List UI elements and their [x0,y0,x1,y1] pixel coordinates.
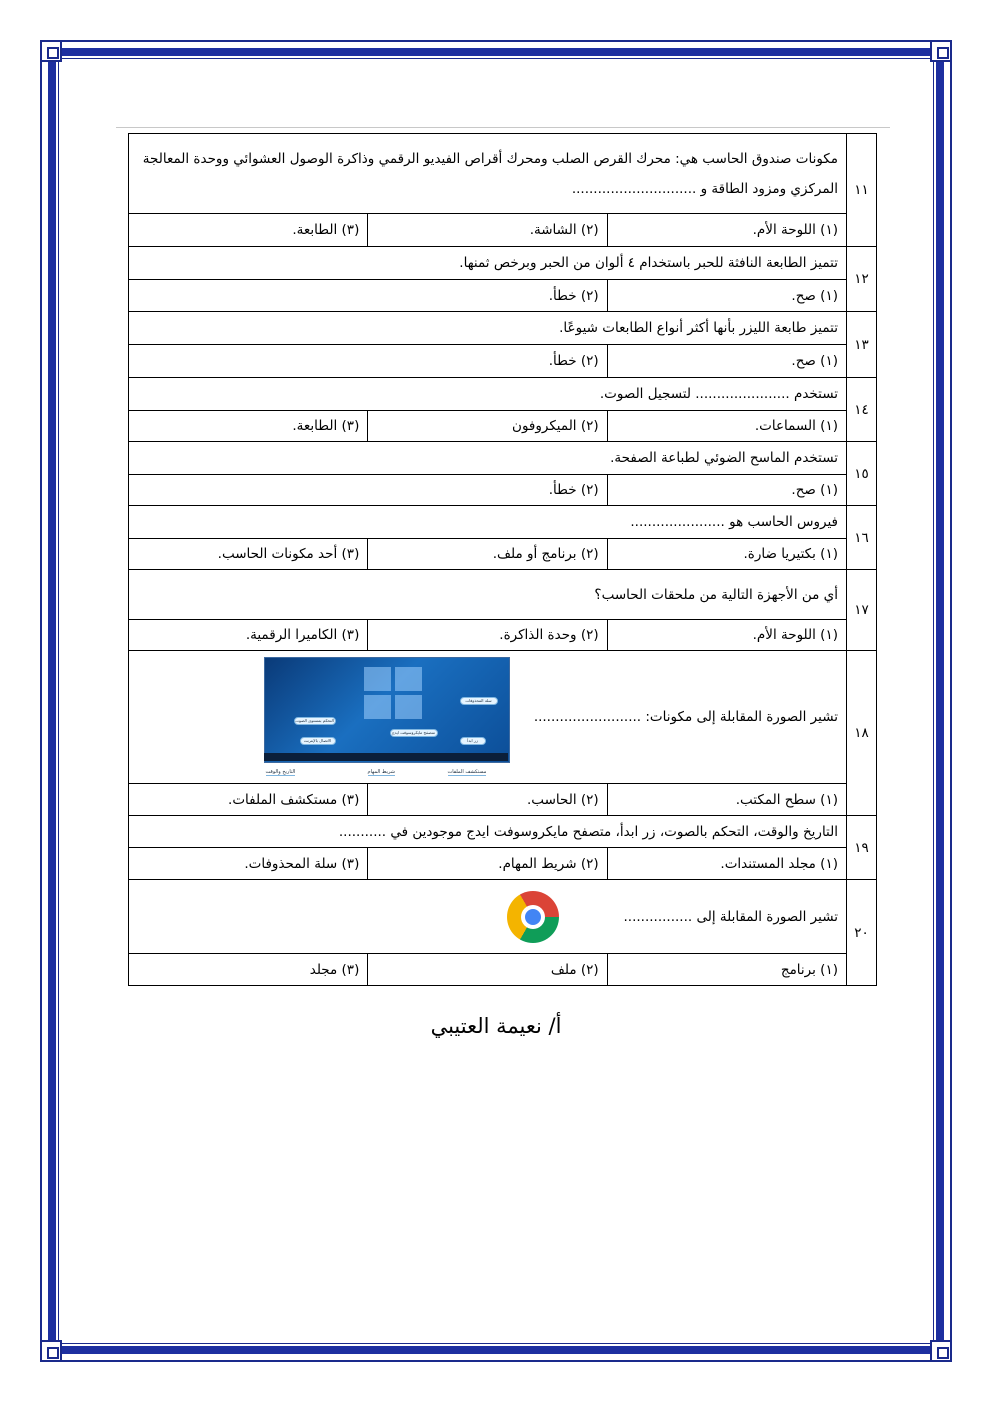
question-text: تشير الصورة المقابلة إلى مكونات: ......................... [533,709,838,725]
label-taskbar: شريط المهام [367,769,395,775]
options-row [129,954,877,986]
question-row [129,442,877,475]
question-text: فيروس الحاسب هو ...................... [129,506,847,539]
callout-volume: التحكم بمستوى الصوت [295,718,334,723]
taskbar [264,753,508,761]
option-2[interactable]: (٢) خطأ. [129,345,608,378]
question-number: ١٧ [847,570,877,651]
option-1[interactable]: (١) صح. [607,475,846,506]
top-rule [116,127,890,128]
option-1[interactable]: (١) صح. [607,280,846,312]
option-3[interactable]: (٣) مجلد [129,954,368,986]
option-1[interactable]: (١) برنامج [607,954,846,986]
option-3[interactable]: (٣) الطابعة. [129,411,368,442]
question-number: ١٦ [847,506,877,570]
option-2[interactable]: (٢) شريط المهام. [368,848,607,880]
question-number: ١٢ [847,247,877,312]
callout-edge: متصفح مايكروسوفت ايدج [390,729,438,737]
option-2[interactable]: (٢) ملف [368,954,607,986]
option-2[interactable]: (٢) الميكروفون [368,411,607,442]
question-text: تتميز طابعة الليزر بأنها أكثر أنواع الطابعات شيوعًا. [129,312,847,345]
option-3[interactable]: (٣) مستكشف الملفات. [129,784,368,816]
option-1[interactable]: (١) مجلد المستندات. [607,848,846,880]
option-1[interactable]: (١) اللوحة الأم. [607,620,846,651]
windows-logo-icon [364,667,424,721]
question-row [129,880,877,954]
question-text: تستخدم الماسح الضوئي لطباعة الصفحة. [129,442,847,475]
options-row [129,620,877,651]
options-row [129,345,877,378]
corner-ornament [930,1340,952,1362]
questions-table [128,133,877,986]
teacher-signature: أ/ نعيمة العتيبي [430,1014,562,1038]
corner-ornament [930,40,952,62]
options-row [129,848,877,880]
option-1[interactable]: (١) صح. [607,345,846,378]
label-file-explorer: مستكشف الملفات [447,769,487,775]
option-3[interactable]: (٣) الطابعة. [129,214,368,247]
question-row [129,506,877,539]
option-2[interactable]: (٢) وحدة الذاكرة. [368,620,607,651]
question-number: ١٥ [847,442,877,506]
option-1[interactable]: (١) اللوحة الأم. [607,214,846,247]
question-number: ١٣ [847,312,877,378]
options-row [129,411,877,442]
label-date-time: التاريخ والوقت [265,769,296,775]
option-3[interactable]: (٣) سلة المحذوفات. [129,848,368,880]
question-number: ١٩ [847,816,877,880]
option-1[interactable]: (١) سطح المكتب. [607,784,846,816]
question-row [129,247,877,280]
question-number: ١٨ [847,651,877,816]
question-row [129,312,877,345]
option-3[interactable]: (٣) أحد مكونات الحاسب. [129,539,368,570]
question-number: ١٤ [847,378,877,442]
question-row [129,570,877,620]
option-2[interactable]: (٢) برنامج أو ملف. [368,539,607,570]
question-text: تتميز الطابعة النافثة للحبر باستخدام ٤ ألوان من الحبر وبرخص ثمنها. [129,247,847,280]
question-number: ١١ [847,134,877,247]
question-row [129,378,877,411]
question-text: التاريخ والوقت، التحكم بالصوت، زر ابدأ، متصفح مايكروسوفت ايدج موجودين في ........... [129,816,847,848]
question-number: ٢٠ [847,880,877,986]
chrome-icon [507,891,559,943]
callout-start: زر ابدأ [460,737,486,745]
question-text: أي من الأجهزة التالية من ملحقات الحاسب؟ [129,570,847,620]
question-cell [129,651,847,784]
option-1[interactable]: (١) السماعات. [607,411,846,442]
options-row [129,214,877,247]
option-2[interactable]: (٢) الشاشة. [368,214,607,247]
options-row [129,280,877,312]
options-row [129,475,877,506]
option-3[interactable]: (٣) الكاميرا الرقمية. [129,620,368,651]
option-2[interactable]: (٢) خطأ. [129,280,608,312]
callout-recycle-bin: سلة المحذوفات [460,697,498,705]
question-row [129,816,877,848]
question-cell [129,880,847,954]
option-2[interactable]: (٢) الحاسب. [368,784,607,816]
options-row [129,784,877,816]
question-row [129,134,877,214]
option-2[interactable]: (٢) خطأ. [129,475,608,506]
options-row [129,539,877,570]
callout-network: الاتصال بالإنترنت [300,737,336,745]
option-1[interactable]: (١) بكتيريا ضارة. [607,539,846,570]
desktop-screenshot-image [264,657,508,777]
question-text: تشير الصورة المقابلة إلى ................ [623,908,838,925]
question-row [129,651,877,784]
corner-ornament [40,40,62,62]
corner-ornament [40,1340,62,1362]
question-text: مكونات صندوق الحاسب هي: محرك القرص الصلب ومحرك أقراص الفيديو الرقمي وذاكرة الوصول العشوائي ووحدة المعالجة المركزي ومزود الطاقة و ............................. [129,134,847,214]
question-text: تستخدم ...................... لتسجيل الصوت. [129,378,847,411]
